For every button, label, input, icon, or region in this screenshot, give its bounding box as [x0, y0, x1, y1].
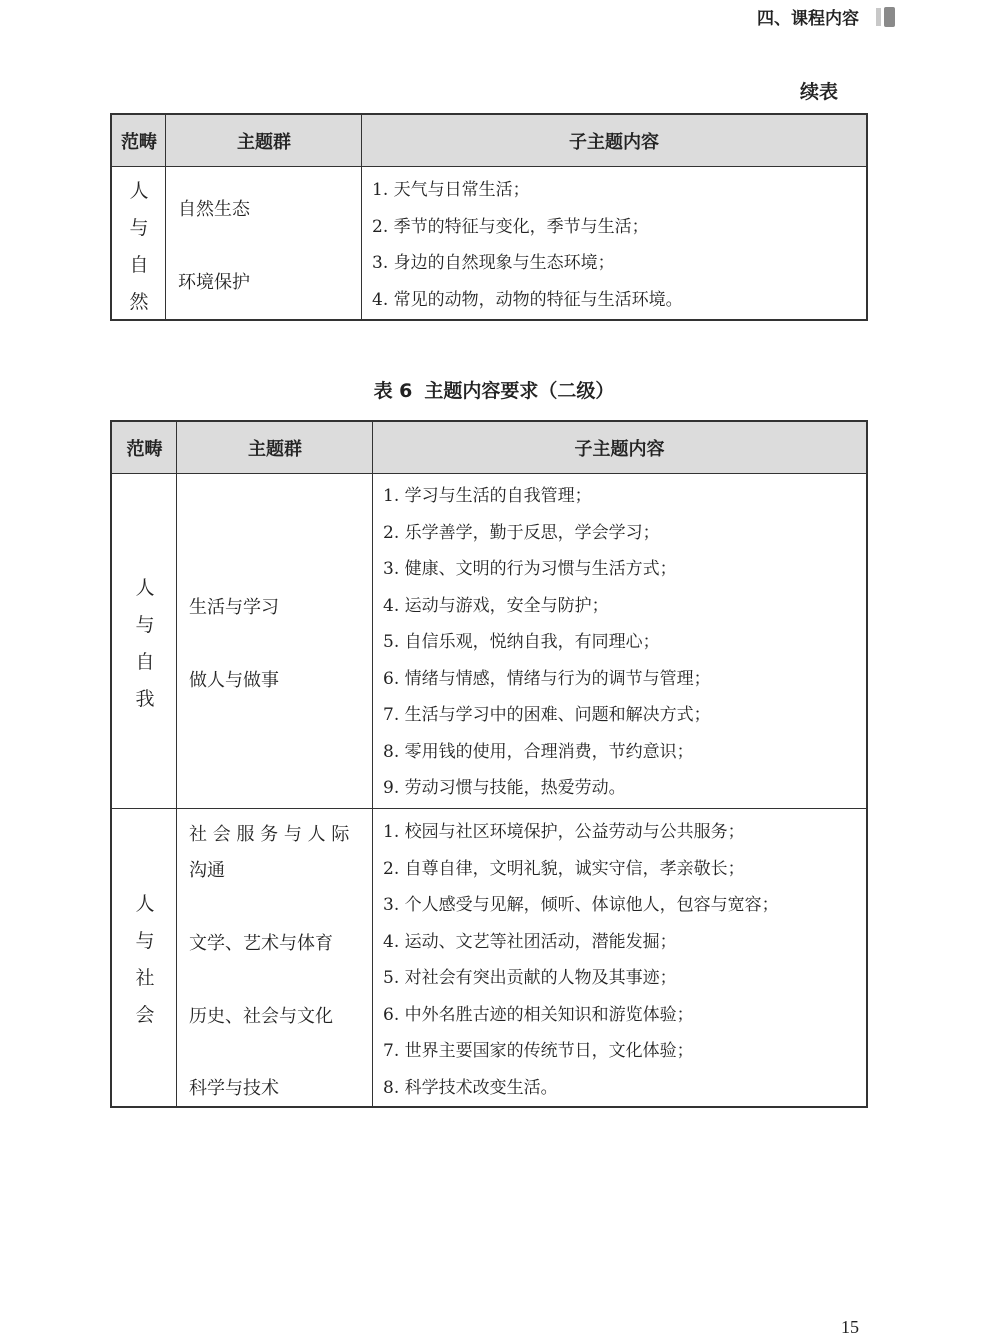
- header-decoration-bar-light: [876, 8, 881, 26]
- subtheme-item: 2. 自尊自律，文明礼貌，诚实守信，孝亲敬长；: [383, 858, 745, 879]
- category-char: 然: [129, 291, 149, 313]
- theme-group: 历史、社会与文化: [189, 1006, 333, 1027]
- theme-group: 做人与做事: [189, 670, 279, 691]
- header-decoration-bar-dark: [884, 7, 895, 27]
- running-header-title: 四、课程内容: [757, 9, 859, 29]
- table-caption: [0, 376, 988, 403]
- category-cell: [130, 570, 160, 718]
- row-divider: [112, 808, 866, 809]
- header-theme-group: 主题群: [248, 439, 302, 460]
- theme-group: 科学与技术: [189, 1078, 279, 1099]
- subtheme-item: 5. 自信乐观，悦纳自我，有同理心；: [383, 632, 660, 652]
- subtheme-item: 1. 天气与日常生活；: [372, 180, 530, 200]
- header-theme-group: 主题群: [237, 132, 291, 153]
- continued-table-label: 续表: [800, 81, 839, 103]
- header-subtheme-content: 子主题内容: [569, 132, 659, 153]
- column-divider: [165, 115, 166, 319]
- subtheme-item: 8. 零用钱的使用，合理消费，节约意识；: [383, 741, 694, 762]
- category-char: 自: [135, 651, 155, 673]
- continued-table: [110, 113, 868, 321]
- subtheme-item: 3. 健康、文明的行为习惯与生活方式；: [383, 559, 677, 579]
- subtheme-item: 1. 校园与社区环境保护，公益劳动与公共服务；: [383, 822, 745, 842]
- category-char: 人: [135, 577, 155, 599]
- theme-group: 生活与学习: [189, 597, 279, 618]
- subtheme-item: 6. 情绪与情感，情绪与行为的调节与管理；: [383, 668, 711, 689]
- subtheme-item: 5. 对社会有突出贡献的人物及其事迹；: [383, 968, 677, 988]
- category-char: 我: [135, 688, 155, 710]
- column-divider: [361, 115, 362, 319]
- subtheme-item: 9. 劳动习惯与技能，热爱劳动。: [383, 778, 626, 798]
- subtheme-item: 4. 运动、文艺等社团活动，潜能发掘；: [383, 931, 677, 952]
- category-char: 社: [135, 967, 155, 989]
- table-caption-number: 表 6: [373, 380, 413, 402]
- subtheme-list: [372, 172, 683, 318]
- subtheme-item: 1. 学习与生活的自我管理；: [383, 486, 592, 506]
- subtheme-list: [383, 814, 779, 1106]
- subtheme-item: 2. 季节的特征与变化，季节与生活；: [372, 216, 649, 237]
- subtheme-item: 7. 生活与学习中的困难、问题和解决方式；: [383, 705, 711, 725]
- category-char: 人: [135, 893, 155, 915]
- header-subtheme-content: 子主题内容: [574, 439, 665, 460]
- subtheme-item: 4. 运动与游戏，安全与防护；: [383, 595, 609, 616]
- header-category: 范畴: [126, 439, 163, 460]
- column-divider: [176, 422, 177, 1106]
- category-char: 与: [129, 217, 149, 239]
- subtheme-item: 2. 乐学善学，勤于反思，学会学习；: [383, 522, 660, 543]
- category-cell: [130, 886, 160, 1034]
- theme-group: 社 会 服 务 与 人 际: [189, 824, 350, 845]
- theme-group: 沟通: [189, 860, 225, 881]
- table-caption-title: 主题内容要求（二级）: [424, 380, 615, 402]
- category-char: 人: [129, 180, 149, 202]
- column-divider: [372, 422, 373, 1106]
- category-char: 会: [135, 1004, 155, 1026]
- category-char: 与: [135, 930, 155, 952]
- subtheme-list: [383, 478, 711, 807]
- category-cell: [124, 173, 154, 321]
- subtheme-item: 7. 世界主要国家的传统节日，文化体验；: [383, 1041, 694, 1061]
- table-6: [110, 420, 868, 1108]
- subtheme-item: 3. 个人感受与见解，倾听、体谅他人，包容与宽容；: [383, 895, 779, 915]
- subtheme-item: 6. 中外名胜古迹的相关知识和游览体验；: [383, 1004, 694, 1025]
- page-number: 15: [841, 1317, 859, 1337]
- header-category: 范畴: [121, 132, 157, 153]
- subtheme-item: 8. 科学技术改变生活。: [383, 1077, 558, 1098]
- subtheme-item: 3. 身边的自然现象与生态环境；: [372, 253, 615, 273]
- theme-group: 自然生态: [178, 199, 250, 220]
- subtheme-item: 4. 常见的动物，动物的特征与生活环境。: [372, 289, 683, 310]
- category-char: 自: [129, 254, 149, 276]
- theme-group: 环境保护: [178, 272, 250, 293]
- category-char: 与: [135, 614, 155, 636]
- theme-group: 文学、艺术与体育: [189, 933, 333, 954]
